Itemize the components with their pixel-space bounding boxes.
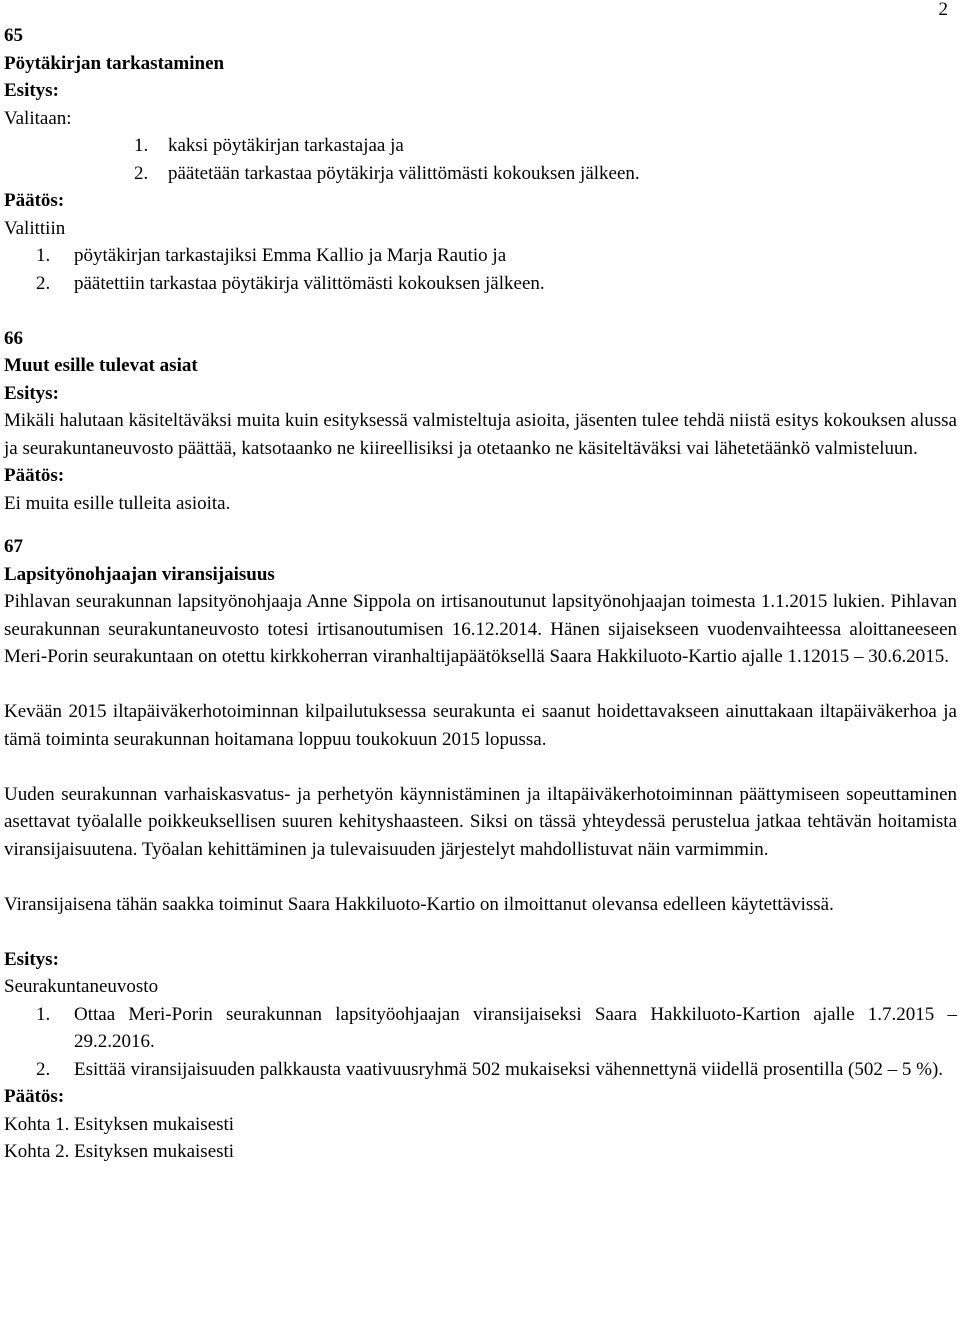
- list-item-number: 1.: [36, 245, 51, 266]
- section-title: Muut esille tulevat asiat: [4, 355, 198, 376]
- list-item-number: 2.: [134, 162, 149, 184]
- paragraph: Kevään 2015 iltapäiväkerhotoiminnan kilpailutuksessa seurakunta ei saanut hoidettavakseen ainuttakaan iltapäiväkerhoa ja tämä toiminta seurakunnan hoitamana loppuu toukokuun 2015 lopussa.: [4, 701, 957, 750]
- section-title: Pöytäkirjan tarkastaminen: [4, 52, 225, 74]
- paatos-label: Päätös:: [4, 190, 65, 211]
- paragraph: Pihlavan seurakunnan lapsityönohjaaja Anne Sippola on irtisanoutunut lapsityönohjaajan toimesta 1.1.2015 lukien. Pihlavan seurakunnan seurakuntaneuvosto totesi irtisanoutumisen 16.12.2014. Hänen sijaisekseen vuodenvaihteessa aloittaneeseen Meri-Porin seurakuntaan on otettu kirkkoherran viranhaltijapäätöksellä Saara Hakkiluoto-Kartio ajalle 1.12015 – 30.6.2015.: [4, 591, 957, 667]
- paatos-line: Kohta 1. Esityksen mukaisesti: [4, 1113, 235, 1135]
- esitys-intro: Valitaan:: [4, 107, 72, 129]
- list-item-text: päätettiin tarkastaa pöytäkirja välittömästi kokouksen jälkeen.: [74, 272, 545, 294]
- spacer: [4, 517, 957, 533]
- paatos-list: [4, 242, 957, 297]
- list-item-text: kaksi pöytäkirjan tarkastajaa ja: [168, 135, 404, 156]
- paatos-intro: Valittiin: [4, 217, 66, 239]
- esitys-intro: Seurakuntaneuvosto: [4, 976, 159, 997]
- esitys-label: Esitys:: [4, 382, 59, 404]
- list-item-text: pöytäkirjan tarkastajiksi Emma Kallio ja Marja Rautio ja: [74, 245, 507, 266]
- esitys-label: Esitys:: [4, 80, 59, 101]
- paatos-text: Ei muita esille tulleita asioita.: [4, 492, 231, 514]
- paatos-label: Päätös:: [4, 465, 65, 486]
- paragraph: Uuden seurakunnan varhaiskasvatus- ja perhetyön käynnistäminen ja iltapäiväkerhotoiminnan päättymiseen sopeuttaminen asettavat työalalle poikkeuksellisen suuren kehityshaasteen. Siksi on tässä yhteydessä perustelua jatkaa tehtävän hoitamista viransijaisuutena. Työalan kehittäminen ja tulevaisuuden järjestelyt mahdollistuvat näin varmimmin.: [4, 783, 957, 860]
- section-number: 67: [4, 536, 23, 557]
- section-65: [4, 22, 957, 297]
- page-number: 2: [938, 0, 948, 20]
- document-body: [4, 22, 957, 1166]
- paatos-label: Päätös:: [4, 1086, 65, 1107]
- section-title: Lapsityönohjaajan viransijaisuus: [4, 563, 275, 585]
- paragraph: Viransijaisena tähän saakka toiminut Saara Hakkiluoto-Kartio on ilmoittanut olevansa edelleen käytettävissä.: [4, 893, 834, 915]
- paatos-line: Kohta 2. Esityksen mukaisesti: [4, 1141, 235, 1162]
- list-item: [4, 242, 957, 270]
- section-66: [4, 325, 957, 518]
- spacer: [4, 671, 957, 699]
- list-item: [4, 1001, 957, 1056]
- section-67: [4, 533, 957, 1166]
- list-item: [4, 160, 957, 188]
- list-item-number: 2.: [36, 1058, 51, 1080]
- list-item: [4, 132, 957, 160]
- list-item-number: 1.: [134, 135, 149, 156]
- esitys-list: [4, 1001, 957, 1084]
- esitys-label: Esitys:: [4, 948, 59, 970]
- spacer: [4, 918, 957, 946]
- list-item-number: 2.: [36, 272, 51, 294]
- spacer: [4, 753, 957, 781]
- list-item-text: Ottaa Meri-Porin seurakunnan lapsityöohjaajan viransijaiseksi Saara Hakkiluoto-Kartion ajalle 1.7.2015 – 29.2.2016.: [74, 1003, 957, 1052]
- list-item: [4, 1056, 957, 1084]
- list-item-text: Esittää viransijaisuuden palkkausta vaativuusryhmä 502 mukaiseksi vähennettynä viidellä prosentilla (502 – 5 %).: [74, 1058, 944, 1080]
- list-item-text: päätetään tarkastaa pöytäkirja välittömästi kokouksen jälkeen.: [168, 162, 640, 184]
- spacer: [4, 863, 957, 891]
- esitys-text: Mikäli halutaan käsiteltäväksi muita kuin esityksessä valmisteltuja asioita, jäsenten tulee tehdä niistä esitys kokouksen alussa ja seurakuntaneuvosto päättää, katsotaanko ne kiireellisiksi ja otetaanko ne käsiteltäväksi vai lähetetäänkö valmisteluun.: [4, 410, 957, 459]
- section-number: 65: [4, 25, 23, 46]
- esitys-list: [4, 132, 957, 187]
- list-item-number: 1.: [36, 1003, 51, 1025]
- spacer: [4, 297, 957, 325]
- list-item: [4, 270, 957, 298]
- section-number: 66: [4, 327, 23, 349]
